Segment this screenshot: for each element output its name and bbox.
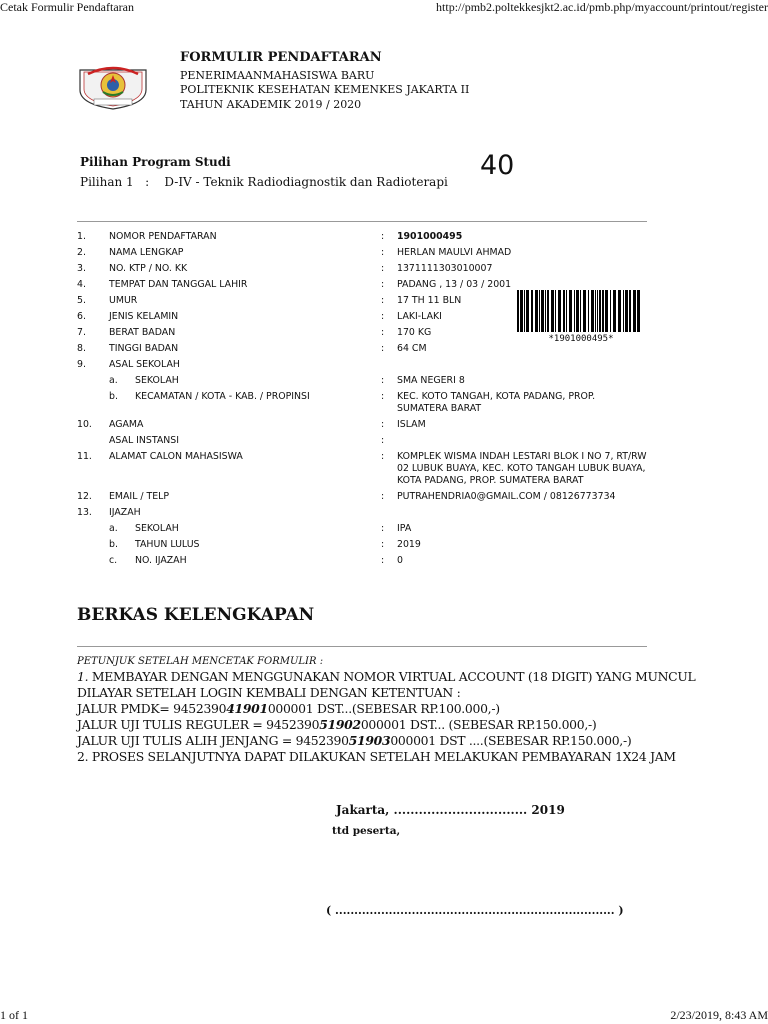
barcode-bar: [547, 290, 549, 332]
row-label-text: UMUR: [109, 295, 138, 306]
print-footer-page: 1 of 1: [0, 1008, 28, 1022]
row-colon: :: [381, 231, 385, 242]
form-title: FORMULIR PENDAFTARAN: [180, 50, 382, 65]
va-code: 51902: [319, 717, 361, 732]
barcode-bar: [597, 290, 598, 332]
row-label: [109, 229, 381, 245]
row-sub-index: b.: [109, 539, 118, 550]
barcode-bar: [583, 290, 586, 332]
table-row: [77, 537, 647, 553]
row-label: [109, 293, 381, 309]
row-label: [109, 325, 381, 341]
barcode-bar: [574, 290, 575, 332]
row-value: SMA NEGERI 8: [397, 375, 465, 386]
va-suffix: 000001 DST ....(SEBESAR RP.150.000,-): [390, 733, 632, 748]
row-number: 11.: [77, 451, 92, 462]
row-value: PADANG , 13 / 03 / 2001: [397, 279, 512, 290]
row-label-text: ASAL SEKOLAH: [109, 359, 180, 370]
row-label-text: IJAZAH: [109, 507, 141, 518]
barcode-bar: [520, 290, 523, 332]
row-number: 2.: [77, 247, 86, 258]
row-colon: :: [381, 391, 385, 402]
table-row: [77, 261, 647, 277]
signature-place-date: Jakarta, ................................ 2019: [336, 803, 565, 817]
barcode-bar: [595, 290, 596, 332]
table-row: [77, 417, 647, 433]
row-label: [109, 261, 381, 277]
row-number: 9.: [77, 359, 86, 370]
barcode-bar: [602, 290, 604, 332]
barcode-bar: [539, 290, 540, 332]
barcode-bar: [569, 290, 572, 332]
row-value: 0: [397, 555, 403, 566]
row-value: KOMPLEK WISMA INDAH LESTARI BLOK I NO 7, RT/RW 02 LUBUK BUAYA, KEC. KOTO TANGAH LUBUK BUAYA, KOTA PADANG, PROP. SUMATERA BARAT: [397, 451, 647, 486]
row-value: 1901000495: [397, 231, 463, 242]
instruction-number-1: 1.: [77, 669, 89, 684]
barcode-bar: [551, 290, 554, 332]
row-label-text: TINGGI BADAN: [109, 343, 179, 354]
row-colon: :: [381, 311, 385, 322]
row-label-text: NO. IJAZAH: [135, 555, 187, 566]
barcode-bar: [637, 290, 640, 332]
row-sub-index: a.: [109, 523, 118, 534]
row-label: [109, 505, 381, 521]
row-label: [109, 433, 381, 449]
row-label: [109, 417, 381, 433]
table-row: [77, 449, 647, 489]
row-sub-index: c.: [109, 555, 118, 566]
row-colon: :: [381, 491, 385, 502]
form-header: [180, 51, 469, 112]
row-colon: :: [381, 327, 385, 338]
row-colon: [381, 505, 397, 521]
barcode-bar: [566, 290, 567, 332]
row-label: [109, 449, 381, 489]
row-value: 17 TH 11 BLN: [397, 295, 462, 306]
table-row: [77, 373, 647, 389]
row-number: [77, 373, 109, 389]
header-line-2: POLITEKNIK KESEHATAN KEMENKES JAKARTA II: [180, 83, 470, 96]
barcode-bar: [629, 290, 631, 332]
table-row: [77, 245, 647, 261]
registration-barcode: [517, 290, 641, 332]
row-label: [109, 277, 381, 293]
row-label-text: NOMOR PENDAFTARAN: [109, 231, 217, 242]
va-code: 51903: [348, 733, 391, 748]
row-colon: :: [381, 343, 385, 354]
table-row: [77, 521, 647, 537]
barcode-bar: [545, 290, 546, 332]
print-footer-datetime: 2/23/2019, 8:43 AM: [670, 1008, 768, 1022]
barcode-bar: [541, 290, 544, 332]
divider-berkas: [77, 646, 647, 647]
prodi-choice-sep: :: [145, 175, 150, 189]
va-code: 41901: [226, 701, 268, 716]
print-header-title: Cetak Formulir Pendaftaran: [0, 0, 134, 14]
row-number: 1.: [77, 231, 86, 242]
va-suffix: 000001 DST... (SEBESAR RP.150.000,-): [360, 717, 597, 732]
table-row: [77, 229, 647, 245]
row-number: 12.: [77, 491, 92, 502]
row-colon: :: [381, 555, 385, 566]
row-label-text: NAMA LENGKAP: [109, 247, 184, 258]
row-label: [109, 357, 381, 373]
barcode-bar: [580, 290, 581, 332]
row-number: 4.: [77, 279, 86, 290]
row-value: 170 KG: [397, 327, 432, 338]
instructions-body: [77, 669, 695, 765]
instruction-line-2-proses: 2. PROSES SELANJUTNYA DAPAT DILAKUKAN SETELAH MELAKUKAN PEMBAYARAN 1X24 JAM: [77, 749, 676, 764]
row-colon: :: [381, 451, 385, 462]
row-label: [109, 537, 381, 553]
row-value: 2019: [397, 539, 421, 550]
row-colon: :: [381, 523, 385, 534]
instruction-text-1: MEMBAYAR DENGAN MENGGUNAKAN NOMOR VIRTUAL ACCOUNT (18 DIGIT) YANG MUNCUL: [88, 669, 696, 684]
barcode-text: *1901000495*: [548, 334, 614, 344]
prodi-choice-label: Pilihan 1: [80, 175, 134, 189]
instruction-line-pmdk: [77, 701, 695, 717]
row-value: LAKI-LAKI: [397, 311, 442, 322]
row-label-text: EMAIL / TELP: [109, 491, 170, 502]
signature-line: ( ......................................................................... ): [326, 904, 624, 917]
row-colon: :: [381, 279, 385, 290]
barcode-bar: [625, 290, 628, 332]
barcode-bar: [613, 290, 616, 332]
row-number: [77, 521, 109, 537]
row-number: [77, 389, 109, 417]
row-colon: :: [381, 295, 385, 306]
instruction-line-reguler: [77, 717, 695, 733]
prodi-choice: [80, 172, 448, 192]
header-line-1: PENERIMAANMAHASISWA BARU: [180, 68, 375, 82]
barcode-bar: [605, 290, 608, 332]
row-label: [109, 553, 381, 569]
table-row: [77, 433, 647, 449]
row-label-text: ALAMAT CALON MAHASISWA: [109, 451, 243, 462]
row-sub-index: b.: [109, 391, 118, 402]
prodi-section: [80, 152, 448, 192]
barcode-bar: [524, 290, 525, 332]
barcode-bar: [558, 290, 561, 332]
row-label: [109, 489, 381, 505]
row-value: 64 CM: [397, 343, 427, 354]
row-colon: :: [381, 435, 385, 446]
print-header-url: http://pmb2.poltekkesjkt2.ac.id/pmb.php/myaccount/printout/register: [436, 0, 768, 14]
row-label: [109, 245, 381, 261]
signature-label: ttd peserta,: [332, 825, 401, 837]
barcode-bar: [633, 290, 636, 332]
row-number: 10.: [77, 419, 92, 430]
barcode-bar: [555, 290, 556, 332]
row-number: 6.: [77, 311, 86, 322]
barcode-bar: [610, 290, 611, 332]
row-label-text: TAHUN LULUS: [135, 539, 200, 550]
row-number: [77, 553, 109, 569]
row-label: [109, 373, 381, 389]
row-value: IPA: [397, 523, 412, 534]
row-colon: :: [381, 247, 385, 258]
row-label-text: BERAT BADAN: [109, 327, 176, 338]
row-label-text: SEKOLAH: [135, 375, 179, 386]
row-colon: :: [381, 375, 385, 386]
institution-logo: [76, 52, 150, 110]
row-value: [397, 505, 647, 521]
va-suffix: 000001 DST...(SEBESAR RP.100.000,-): [267, 701, 500, 716]
table-row: [77, 357, 647, 373]
row-label-text: JENIS KELAMIN: [109, 311, 179, 322]
row-label: [109, 341, 381, 357]
instruction-line-alih-jenjang: [77, 733, 695, 749]
instruction-line-2: DILAYAR SETELAH LOGIN KEMBALI DENGAN KETENTUAN :: [77, 685, 461, 700]
row-colon: :: [381, 539, 385, 550]
prodi-label: Pilihan Program Studi: [80, 155, 231, 169]
prodi-number: 40: [480, 150, 515, 181]
registration-data-table: [77, 229, 647, 569]
barcode-bar: [599, 290, 601, 332]
row-value: ISLAM: [397, 419, 426, 430]
divider-top: [77, 221, 647, 222]
barcode-bar: [535, 290, 538, 332]
barcode-bar: [591, 290, 594, 332]
instructions-heading: PETUNJUK SETELAH MENCETAK FORMULIR :: [77, 656, 324, 667]
row-label-text: AGAMA: [109, 419, 144, 430]
row-value: [397, 357, 647, 373]
row-label-text: KECAMATAN / KOTA - KAB. / PROPINSI: [135, 391, 310, 402]
row-sub-index: a.: [109, 375, 118, 386]
row-colon: :: [381, 419, 385, 430]
row-label: [109, 309, 381, 325]
row-number: [77, 537, 109, 553]
berkas-title: BERKAS KELENGKAPAN: [77, 605, 315, 625]
barcode-bar: [563, 290, 565, 332]
row-number: 3.: [77, 263, 86, 274]
barcode-bar: [517, 290, 519, 332]
prodi-choice-value: D-IV - Teknik Radiodiagnostik dan Radioterapi: [164, 175, 448, 189]
row-label-text: SEKOLAH: [135, 523, 179, 534]
row-label-text: ASAL INSTANSI: [109, 435, 180, 446]
row-number: 5.: [77, 295, 86, 306]
barcode-bar: [576, 290, 579, 332]
table-row: [77, 553, 647, 569]
instruction-line-1: [77, 669, 695, 685]
table-row: [77, 489, 647, 505]
va-prefix: JALUR PMDK= 9452390: [77, 701, 227, 716]
table-row: [77, 505, 647, 521]
row-value: [397, 433, 647, 449]
va-prefix: JALUR UJI TULIS ALIH JENJANG = 9452390: [77, 733, 349, 748]
barcode-bar: [526, 290, 529, 332]
header-line-3: TAHUN AKADEMIK 2019 / 2020: [180, 97, 362, 111]
va-prefix: JALUR UJI TULIS REGULER = 9452390: [77, 717, 320, 732]
row-label: [109, 389, 381, 417]
barcode-bar: [618, 290, 621, 332]
row-value: 1371111303010007: [397, 263, 493, 274]
table-row: [77, 389, 647, 417]
barcode-bar: [531, 290, 533, 332]
row-value: KEC. KOTO TANGAH, KOTA PADANG, PROP. SUMATERA BARAT: [397, 391, 596, 414]
row-number: [77, 433, 109, 449]
row-value: PUTRAHENDRIA0@GMAIL.COM / 08126773734: [397, 491, 616, 502]
row-value: HERLAN MAULVI AHMAD: [397, 247, 512, 258]
barcode-bar: [588, 290, 589, 332]
row-colon: :: [381, 263, 385, 274]
row-number: 13.: [77, 507, 92, 518]
row-label: [109, 521, 381, 537]
row-number: 7.: [77, 327, 86, 338]
barcode-bar: [623, 290, 624, 332]
row-label-text: TEMPAT DAN TANGGAL LAHIR: [109, 279, 248, 290]
row-label-text: NO. KTP / NO. KK: [109, 263, 188, 274]
row-colon: [381, 357, 397, 373]
row-number: 8.: [77, 343, 86, 354]
